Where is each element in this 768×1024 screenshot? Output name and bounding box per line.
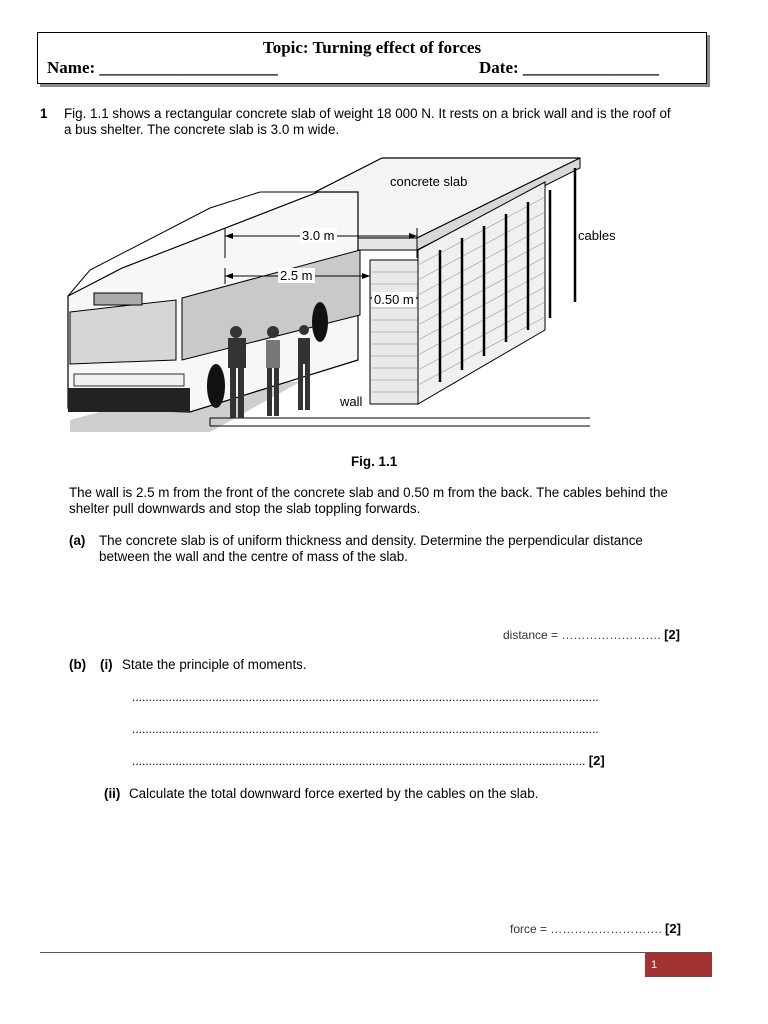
part-b-i-text: State the principle of moments. bbox=[122, 657, 307, 672]
part-b-i-marks: [2] bbox=[588, 753, 605, 768]
question-number: 1 bbox=[40, 106, 48, 121]
answer-line-3 bbox=[132, 753, 605, 768]
footer-divider bbox=[40, 952, 712, 953]
force-answer bbox=[510, 921, 681, 937]
figure-bus-shelter bbox=[60, 150, 660, 440]
force-answer-dots: ………………………. bbox=[550, 922, 662, 936]
part-b-label: (b) bbox=[69, 657, 87, 672]
part-a-line2: between the wall and the centre of mass of the slab. bbox=[99, 549, 408, 564]
answer-line-3-dots: ........................................................................................................................................ bbox=[132, 754, 586, 768]
label-width: 3.0 m bbox=[302, 228, 335, 243]
part-a-marks: [2] bbox=[664, 627, 680, 642]
date-field: Date: ________________ bbox=[479, 58, 659, 77]
distance-answer-dots: ……………………. bbox=[561, 628, 661, 642]
distance-answer-label: distance = bbox=[503, 628, 562, 642]
question-intro-line1: Fig. 1.1 shows a rectangular concrete slab of weight 18 000 N. It rests on a brick wall and is the roof of bbox=[64, 106, 671, 121]
paragraph-line1: The wall is 2.5 m from the front of the concrete slab and 0.50 m from the back. The cables behind the bbox=[69, 485, 668, 500]
label-cables: cables bbox=[578, 228, 616, 243]
force-answer-label: force = bbox=[510, 922, 551, 936]
label-front-distance: 2.5 m bbox=[280, 268, 313, 283]
label-concrete-slab: concrete slab bbox=[390, 174, 468, 189]
label-wall: wall bbox=[340, 394, 363, 409]
label-back-distance: 0.50 m bbox=[374, 292, 414, 307]
answer-line-2: ............................................................................................................................................ bbox=[132, 722, 599, 736]
name-field: Name: _____________________ bbox=[47, 58, 278, 77]
page-title: Topic: Turning effect of forces bbox=[262, 38, 482, 57]
part-a-line1: The concrete slab is of uniform thickness and density. Determine the perpendicular distance bbox=[99, 533, 643, 548]
question-intro-line2: a bus shelter. The concrete slab is 3.0 m wide. bbox=[64, 122, 340, 137]
figure-caption: Fig. 1.1 bbox=[351, 454, 398, 469]
header-box bbox=[37, 32, 707, 84]
part-b-ii-label: (ii) bbox=[104, 786, 121, 801]
page-number: 1 bbox=[645, 953, 712, 977]
part-b-ii-marks: [2] bbox=[665, 921, 681, 936]
part-a-label: (a) bbox=[69, 533, 86, 548]
distance-answer bbox=[503, 627, 680, 643]
part-b-i-label: (i) bbox=[100, 657, 113, 672]
answer-line-1: ............................................................................................................................................ bbox=[132, 690, 599, 704]
part-b-ii-text: Calculate the total downward force exerted by the cables on the slab. bbox=[129, 786, 539, 801]
paragraph-line2: shelter pull downwards and stop the slab toppling forwards. bbox=[69, 501, 421, 516]
